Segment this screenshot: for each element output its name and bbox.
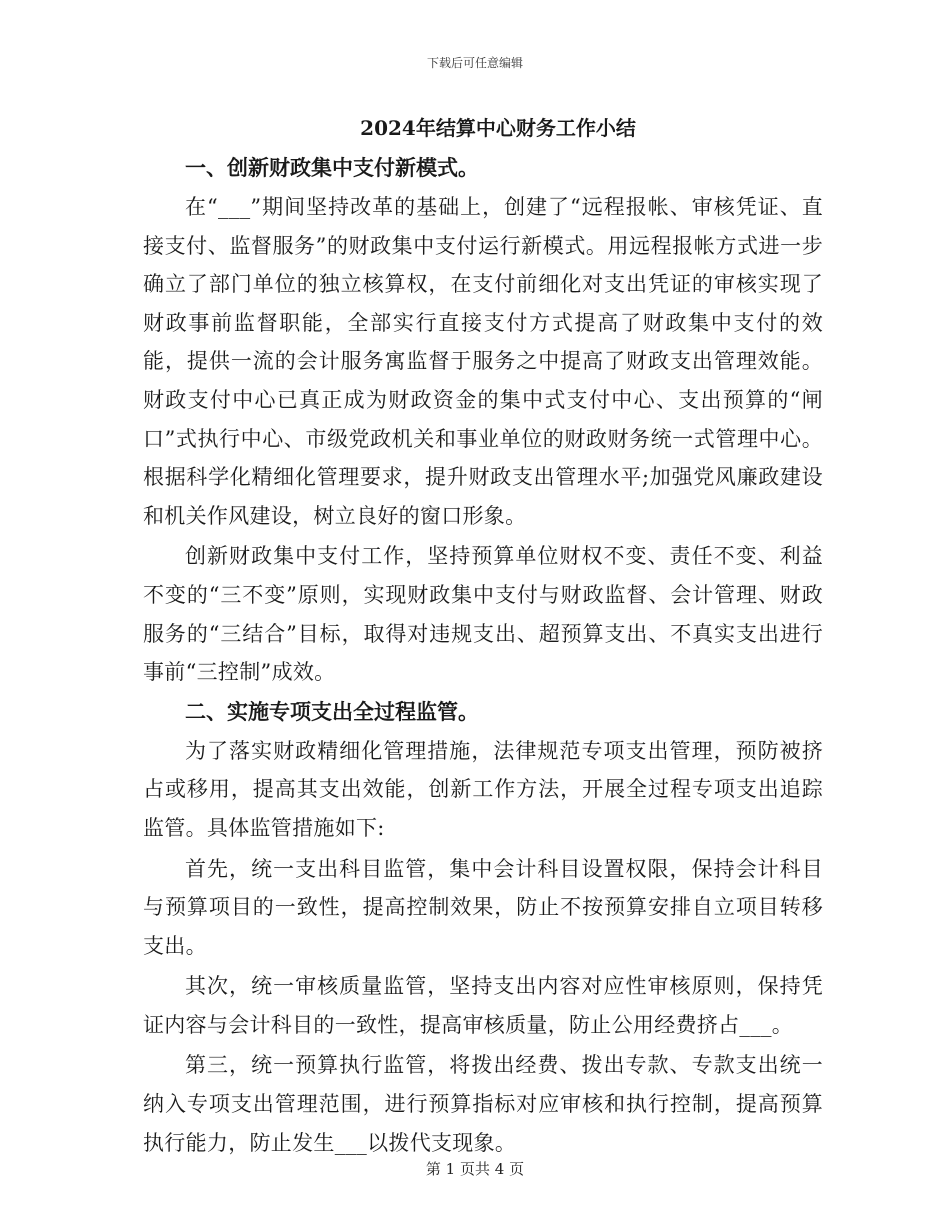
document-body: [143, 112, 823, 1164]
section-1-heading: 一、创新财政集中支付新模式。: [185, 155, 479, 180]
section-1-paragraph-2: 创新财政集中支付工作，坚持预算单位财权不变、责任不变、利益不变的“三不变”原则，实现财政集中支付与财政监督、会计管理、财政服务的“三结合”目标，取得对违规支出、超预算支出、不真实支出进行事前“三控制”成效。: [143, 544, 823, 685]
section-2-heading: 二、实施专项支出全过程监管。: [185, 698, 479, 724]
section-2-paragraph-1: 为了落实财政精细化管理措施，法律规范专项支出管理，预防被挤占或移用，提高其支出效能，创新工作方法，开展全过程专项支出追踪监管。具体监管措施如下:: [143, 738, 823, 840]
page-header: 下载后可任意编辑: [426, 56, 523, 70]
document-title: 2024年结算中心财务工作小结: [360, 116, 636, 140]
section-2-paragraph-4: 第三，统一预算执行监管，将拨出经费、拨出专款、专款支出统一纳入专项支出管理范围，进行预算指标对应审核和执行控制，提高预算执行能力，防止发生___以拨代支现象。: [143, 1053, 823, 1155]
section-2-paragraph-3: 其次，统一审核质量监管，坚持支出内容对应性审核原则，保持凭证内容与会计科目的一致性，提高审核质量，防止公用经费挤占___。: [143, 974, 823, 1037]
section-1-paragraph-1: 在“___”期间坚持改革的基础上，创建了“远程报帐、审核凭证、直接支付、监督服务”的财政集中支付运行新模式。用远程报帐方式进一步确立了部门单位的独立核算权，在支付前细化对支出凭证的审核实现了财政事前监督职能，全部实行直接支付方式提高了财政集中支付的效能，提供一流的会计服务寓监督于服务之中提高了财政支出管理效能。财政支付中心已真正成为财政资金的集中式支付中心、支出预算的“闸口”式执行中心、市级党政机关和事业单位的财政财务统一式管理中心。根据科学化精细化管理要求，提升财政支出管理水平;加强党风廉政建设和机关作风建设，树立良好的窗口形象。: [143, 195, 823, 528]
page-footer: 第 1 页共 4 页: [425, 1160, 525, 1178]
section-2-paragraph-2: 首先，统一支出科目监管，集中会计科目设置权限，保持会计科目与预算项目的一致性，提高控制效果，防止不按预算安排自立项目转移支出。: [143, 856, 823, 958]
